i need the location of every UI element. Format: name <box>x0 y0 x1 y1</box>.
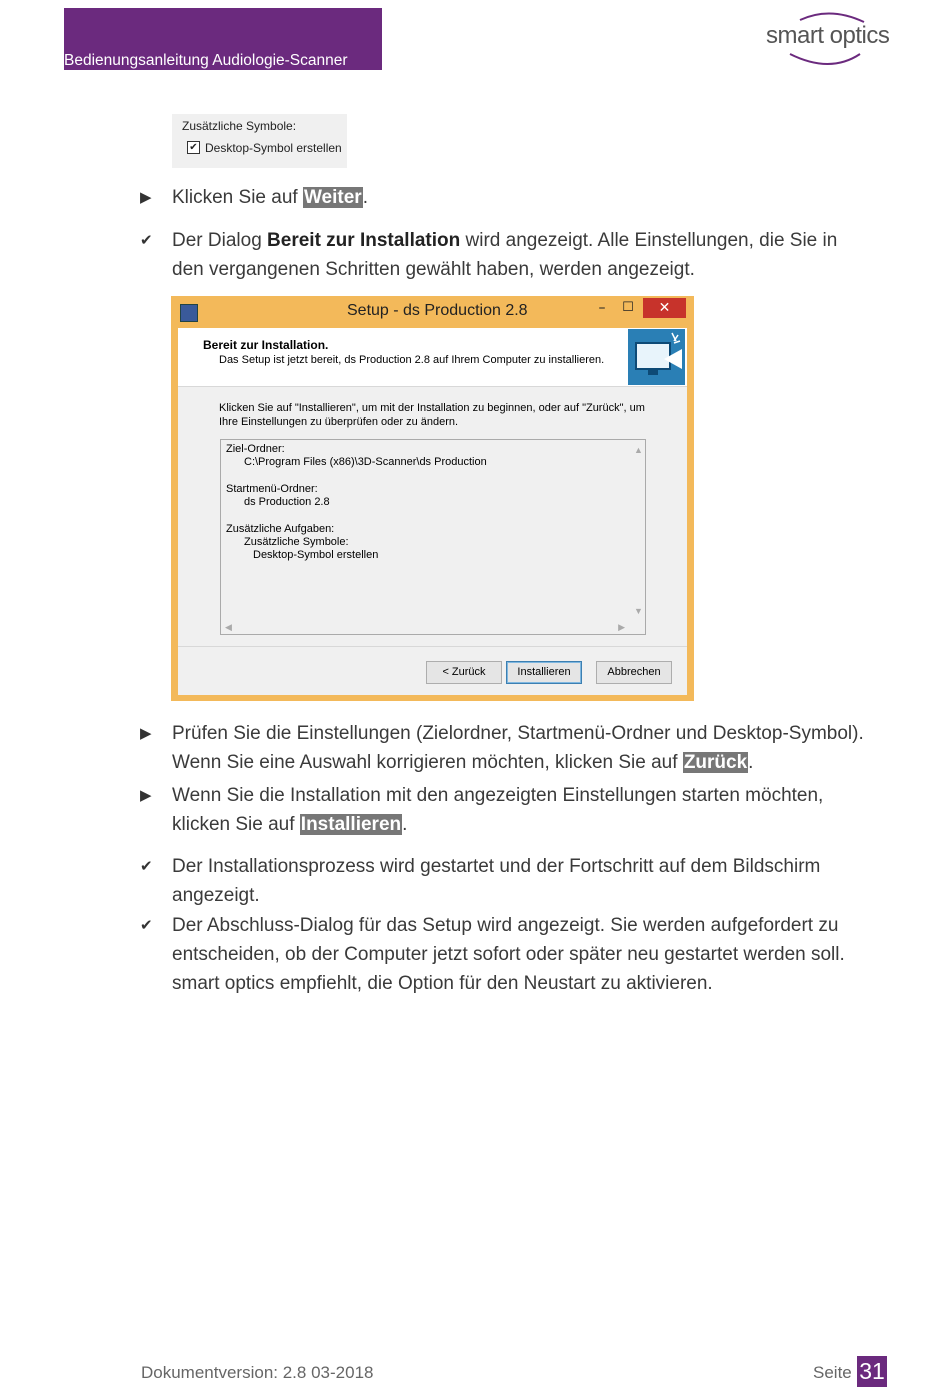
step-punct: . <box>362 187 368 208</box>
setup-app-icon <box>180 304 198 322</box>
highlight-zurueck: Zurück <box>683 752 748 773</box>
thumbnail-caption: Zusätzliche Symbole: <box>182 119 297 133</box>
close-icon[interactable]: ✕ <box>643 298 686 318</box>
summary-memo[interactable] <box>220 439 646 635</box>
arrow-right-icon: ▶ <box>140 725 152 742</box>
memo-dest-value: C:\Program Files (x86)\3D-Scanner\ds Production <box>244 456 487 468</box>
setup-wizard-icon <box>628 329 685 385</box>
header-bar <box>64 8 382 70</box>
step-text: Prüfen Sie die Einstellungen (Zielordner, Startmenü-Ordner und Desktop-Symbol). Wenn Sie eine Auswahl korrigieren möchten, klicken Sie auf <box>172 723 864 773</box>
dialog-titlebar <box>171 296 694 328</box>
maximize-icon[interactable]: ☐ <box>622 300 634 315</box>
brand-name: smart optics <box>766 22 890 49</box>
scroll-up-icon[interactable]: ▲ <box>634 445 643 455</box>
checkbox-checked-icon: ✔ <box>187 141 200 154</box>
scroll-right-icon[interactable]: ▶ <box>618 622 625 632</box>
thumbnail-checkbox-label: Desktop-Symbol erstellen <box>205 141 342 155</box>
dialog-instruction: Klicken Sie auf "Installieren", um mit der Installation zu beginnen, oder auf "Zurück", um Ihre Einstellungen zu überprüfen oder zu ändern. <box>219 402 645 428</box>
brand-logo <box>760 8 890 68</box>
check-icon: ✔ <box>140 917 153 934</box>
dialog-body <box>178 328 687 695</box>
memo-tasks-sub: Zusätzliche Symbole: <box>244 536 349 548</box>
step-text: Der Dialog <box>172 230 268 251</box>
memo-start-label: Startmenü-Ordner: <box>226 483 318 495</box>
step-text: Klicken Sie auf <box>172 187 303 208</box>
dialog-subheading: Das Setup ist jetzt bereit, ds Production 2.8 auf Ihrem Computer zu installieren. <box>219 354 605 366</box>
vertical-scrollbar[interactable] <box>631 440 645 620</box>
step-text: Der Abschluss-Dialog für das Setup wird angezeigt. Sie werden aufgefordert zu entscheiden, ob der Computer jetzt sofort oder später neu gestartet werden soll. smart optics empfiehlt, die Option für den Neustart zu aktivieren. <box>172 915 845 994</box>
cancel-button[interactable]: Abbrechen <box>596 661 672 684</box>
scroll-left-icon[interactable]: ◀ <box>225 622 232 632</box>
step-text-rest: wird angezeigt. Alle Einstellungen, die Sie in den vergangenen Schritten gewählt haben, werden angezeigt. <box>172 230 838 280</box>
memo-tasks-item: Desktop-Symbol erstellen <box>253 549 379 561</box>
check-icon: ✔ <box>140 858 153 875</box>
minimize-icon[interactable]: – <box>598 300 606 316</box>
memo-start-value: ds Production 2.8 <box>244 496 330 508</box>
step-text: Wenn Sie die Installation mit den angezeigten Einstellungen starten möchten, klicken Sie auf <box>172 785 824 835</box>
step-punct: . <box>748 752 754 773</box>
install-button[interactable]: Installieren <box>506 661 582 684</box>
back-button[interactable]: < Zurück <box>426 661 502 684</box>
desktop-symbol-thumbnail <box>172 114 347 168</box>
page-number: 31 <box>857 1356 887 1387</box>
header-title: Bedienungsanleitung Audiologie-Scanner <box>64 52 348 69</box>
dialog-heading: Bereit zur Installation. <box>203 338 329 352</box>
setup-dialog-screenshot <box>171 296 694 701</box>
highlight-weiter: Weiter <box>303 187 362 208</box>
check-icon: ✔ <box>140 232 153 249</box>
dialog-name-bold: Bereit zur Installation <box>267 230 461 251</box>
page-label: Seite <box>813 1363 852 1382</box>
document-version: Dokumentversion: 2.8 03-2018 <box>141 1363 374 1382</box>
highlight-installieren: Installieren <box>300 814 402 835</box>
step-text: Der Installationsprozess wird gestartet und der Fortschritt auf dem Bildschirm angezeigt. <box>172 856 821 906</box>
horizontal-scrollbar[interactable] <box>221 620 631 634</box>
dialog-separator <box>178 646 687 647</box>
dialog-header-panel <box>178 328 687 387</box>
memo-tasks-label: Zusätzliche Aufgaben: <box>226 523 335 535</box>
arrow-right-icon: ▶ <box>140 787 152 804</box>
scroll-down-icon[interactable]: ▼ <box>634 605 643 616</box>
step-punct: . <box>402 814 408 835</box>
arrow-right-icon: ▶ <box>140 189 152 206</box>
memo-dest-label: Ziel-Ordner: <box>226 443 285 455</box>
dialog-title: Setup - ds Production 2.8 <box>347 302 528 319</box>
